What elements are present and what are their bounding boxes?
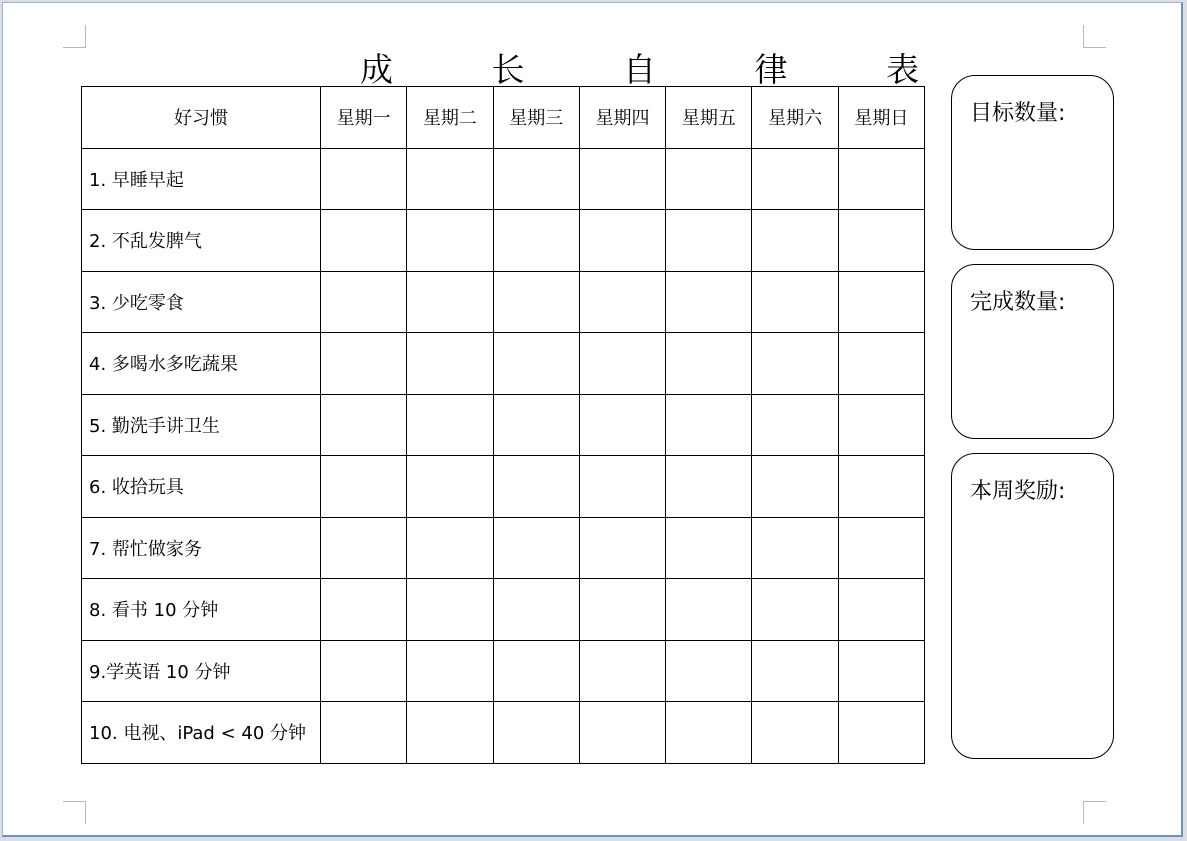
weekly-reward-label: 本周奖励: — [970, 479, 1066, 504]
checkin-cell[interactable] — [579, 210, 665, 272]
table-row — [82, 517, 925, 579]
checkin-cell[interactable] — [493, 517, 579, 579]
checkin-cell[interactable] — [752, 148, 838, 210]
table-row — [82, 579, 925, 641]
checkin-cell[interactable] — [838, 333, 924, 395]
header-day: 星期四 — [579, 87, 665, 149]
habit-label: 1. 早睡早起 — [82, 148, 321, 210]
checkin-cell[interactable] — [838, 702, 924, 764]
checkin-cell[interactable] — [321, 456, 407, 518]
checkin-cell[interactable] — [493, 210, 579, 272]
checkin-cell[interactable] — [752, 271, 838, 333]
checkin-cell[interactable] — [752, 517, 838, 579]
checkin-cell[interactable] — [493, 640, 579, 702]
table-row — [82, 271, 925, 333]
checkin-cell[interactable] — [579, 579, 665, 641]
checkin-cell[interactable] — [666, 271, 752, 333]
completed-count-label: 完成数量: — [970, 290, 1066, 315]
checkin-cell[interactable] — [579, 456, 665, 518]
header-day: 星期一 — [321, 87, 407, 149]
checkin-cell[interactable] — [666, 640, 752, 702]
checkin-cell[interactable] — [493, 456, 579, 518]
habit-label: 7. 帮忙做家务 — [82, 517, 321, 579]
checkin-cell[interactable] — [666, 148, 752, 210]
checkin-cell[interactable] — [407, 148, 493, 210]
table-row — [82, 640, 925, 702]
table-row — [82, 456, 925, 518]
checkin-cell[interactable] — [407, 579, 493, 641]
checkin-cell[interactable] — [666, 333, 752, 395]
target-count-panel — [951, 75, 1114, 250]
margin-mark-bottom-left — [63, 801, 86, 824]
checkin-cell[interactable] — [407, 517, 493, 579]
table-row — [82, 702, 925, 764]
checkin-cell[interactable] — [493, 702, 579, 764]
header-day: 星期三 — [493, 87, 579, 149]
checkin-cell[interactable] — [321, 148, 407, 210]
checkin-cell[interactable] — [493, 579, 579, 641]
table-row — [82, 148, 925, 210]
checkin-cell[interactable] — [579, 517, 665, 579]
checkin-cell[interactable] — [752, 702, 838, 764]
checkin-cell[interactable] — [838, 271, 924, 333]
header-day: 星期日 — [838, 87, 924, 149]
checkin-cell[interactable] — [493, 148, 579, 210]
habit-label: 5. 勤洗手讲卫生 — [82, 394, 321, 456]
checkin-cell[interactable] — [838, 640, 924, 702]
checkin-cell[interactable] — [407, 640, 493, 702]
checkin-cell[interactable] — [321, 394, 407, 456]
habit-label: 4. 多喝水多吃蔬果 — [82, 333, 321, 395]
checkin-cell[interactable] — [666, 579, 752, 641]
checkin-cell[interactable] — [407, 394, 493, 456]
target-count-label: 目标数量: — [970, 101, 1066, 126]
checkin-cell[interactable] — [752, 640, 838, 702]
checkin-cell[interactable] — [407, 271, 493, 333]
header-habit: 好习惯 — [82, 87, 321, 149]
header-day: 星期二 — [407, 87, 493, 149]
checkin-cell[interactable] — [579, 271, 665, 333]
checkin-cell[interactable] — [493, 333, 579, 395]
checkin-cell[interactable] — [321, 517, 407, 579]
completed-count-panel — [951, 264, 1114, 439]
habit-label: 9.学英语 10 分钟 — [82, 640, 321, 702]
checkin-cell[interactable] — [407, 702, 493, 764]
checkin-cell[interactable] — [321, 271, 407, 333]
habit-label: 10. 电视、iPad < 40 分钟 — [82, 702, 321, 764]
checkin-cell[interactable] — [666, 702, 752, 764]
habit-label: 6. 收拾玩具 — [82, 456, 321, 518]
checkin-cell[interactable] — [752, 210, 838, 272]
checkin-cell[interactable] — [493, 394, 579, 456]
checkin-cell[interactable] — [579, 333, 665, 395]
checkin-cell[interactable] — [321, 333, 407, 395]
table-row — [82, 394, 925, 456]
checkin-cell[interactable] — [752, 456, 838, 518]
margin-mark-top-right — [1083, 25, 1106, 48]
checkin-cell[interactable] — [838, 456, 924, 518]
checkin-cell[interactable] — [321, 702, 407, 764]
table-row — [82, 210, 925, 272]
checkin-cell[interactable] — [321, 579, 407, 641]
checkin-cell[interactable] — [579, 640, 665, 702]
checkin-cell[interactable] — [407, 456, 493, 518]
table-row — [82, 333, 925, 395]
checkin-cell[interactable] — [579, 394, 665, 456]
checkin-cell[interactable] — [493, 271, 579, 333]
checkin-cell[interactable] — [838, 148, 924, 210]
habit-label: 2. 不乱发脾气 — [82, 210, 321, 272]
habit-label: 3. 少吃零食 — [82, 271, 321, 333]
checkin-cell[interactable] — [838, 210, 924, 272]
table-header-row — [82, 87, 925, 149]
habit-label: 8. 看书 10 分钟 — [82, 579, 321, 641]
checkin-cell[interactable] — [838, 579, 924, 641]
checkin-cell[interactable] — [666, 517, 752, 579]
header-day: 星期五 — [666, 87, 752, 149]
page-title: 成 长 自 律 表 — [360, 50, 963, 89]
weekly-reward-panel — [951, 453, 1114, 759]
checkin-cell[interactable] — [407, 333, 493, 395]
checkin-cell[interactable] — [752, 394, 838, 456]
checkin-cell[interactable] — [752, 579, 838, 641]
checkin-cell[interactable] — [838, 394, 924, 456]
checkin-cell[interactable] — [579, 148, 665, 210]
checkin-cell[interactable] — [321, 210, 407, 272]
checkin-cell[interactable] — [666, 456, 752, 518]
checkin-cell[interactable] — [579, 702, 665, 764]
checkin-cell[interactable] — [752, 333, 838, 395]
checkin-cell[interactable] — [666, 394, 752, 456]
habit-table — [81, 86, 925, 764]
checkin-cell[interactable] — [321, 640, 407, 702]
checkin-cell[interactable] — [407, 210, 493, 272]
checkin-cell[interactable] — [666, 210, 752, 272]
margin-mark-bottom-right — [1083, 801, 1106, 824]
checkin-cell[interactable] — [838, 517, 924, 579]
header-day: 星期六 — [752, 87, 838, 149]
margin-mark-top-left — [63, 25, 86, 48]
